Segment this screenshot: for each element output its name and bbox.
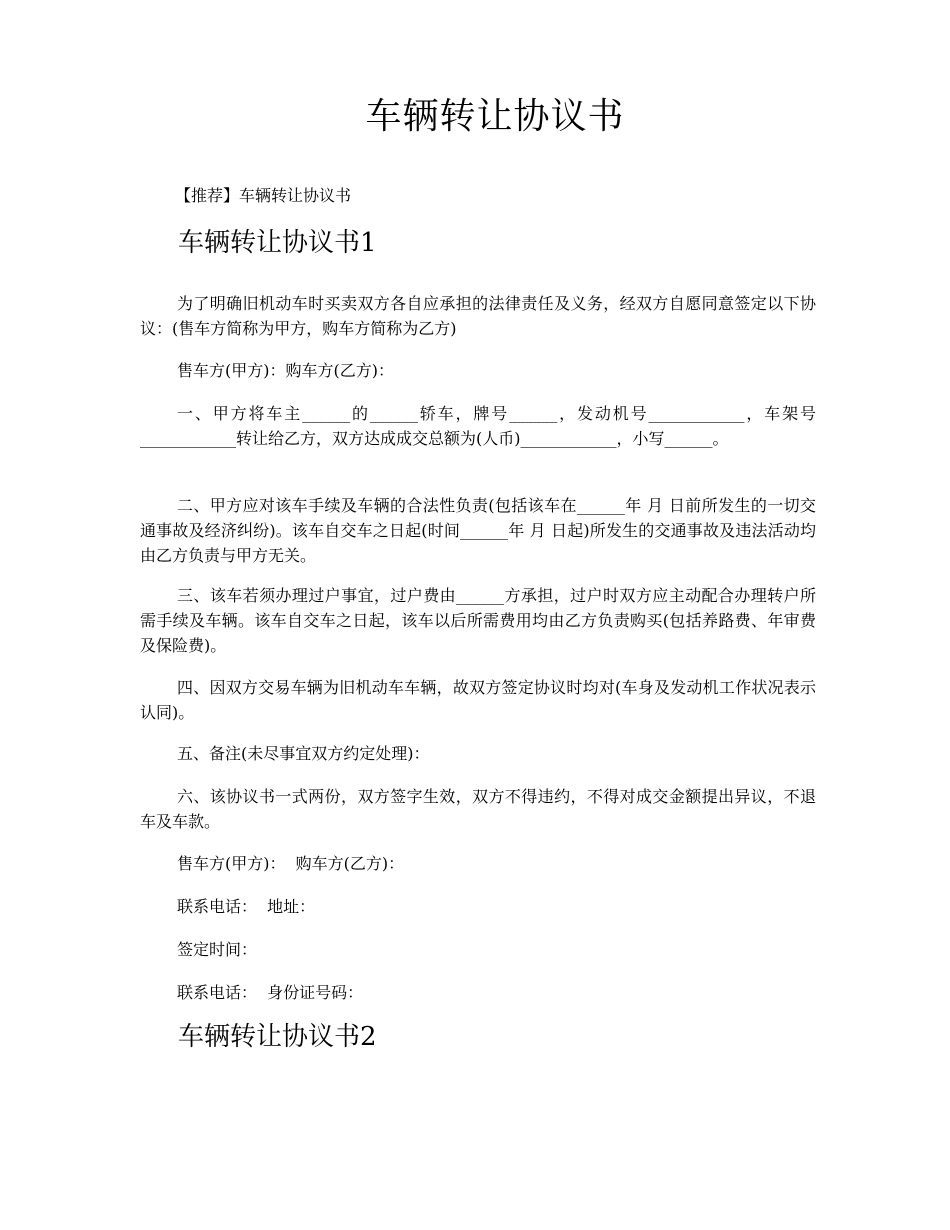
section-heading-1: 车辆转让协议书1	[178, 228, 377, 258]
paragraph-clause-1: 一、甲方将车主______的______轿车，牌号______，发动机号____________，车架号____________转让给乙方，双方达成成交总额为(人币)____________，小写______。	[140, 404, 816, 448]
paragraph-parties: 售车方(甲方)：购车方(乙方)：	[177, 361, 394, 380]
paragraph-clause-5: 五、备注(未尽事宜双方约定处理)：	[177, 744, 430, 763]
paragraph-intro: 为了明确旧机动车时买卖双方各自应承担的法律责任及义务，经双方自愿同意签定以下协议：(售车方简称为甲方，购车方简称为乙方)	[140, 294, 816, 338]
recommend-line: 【推荐】车辆转让协议书	[175, 186, 352, 205]
signature-phone-id: 联系电话： 身份证号码：	[177, 983, 364, 1002]
paragraph-clause-4: 四、因双方交易车辆为旧机动车车辆，故双方签定协议时均对(车身及发动机工作状况表示认同)。	[140, 678, 816, 722]
signature-phone-address: 联系电话： 地址：	[177, 897, 316, 916]
paragraph-clause-3: 三、该车若须办理过户事宜，过户费由______方承担，过户时双方应主动配合办理转户所需手续及车辆。该车自交车之日起，该车以后所需费用均由乙方负责购买(包括养路费、年审费及保险费)。	[140, 586, 816, 655]
paragraph-clause-2: 二、甲方应对该车手续及车辆的合法性负责(包括该车在______年 月 日前所发生的一切交通事故及经济纠纷)。该车自交车之日起(时间______年 月 日起)所发生的交通事故及违法活动均由乙方负责与甲方无关。	[140, 496, 816, 565]
paragraph-clause-6: 六、该协议书一式两份，双方签字生效，双方不得违约，不得对成交金额提出异议，不退车及车款。	[140, 787, 816, 831]
document-title: 车辆转让协议书	[365, 96, 625, 137]
section-heading-2: 车辆转让协议书2	[178, 1022, 377, 1052]
signature-date: 签定时间：	[177, 940, 258, 959]
signature-seller-buyer: 售车方(甲方)： 购车方(乙方)：	[177, 854, 405, 873]
